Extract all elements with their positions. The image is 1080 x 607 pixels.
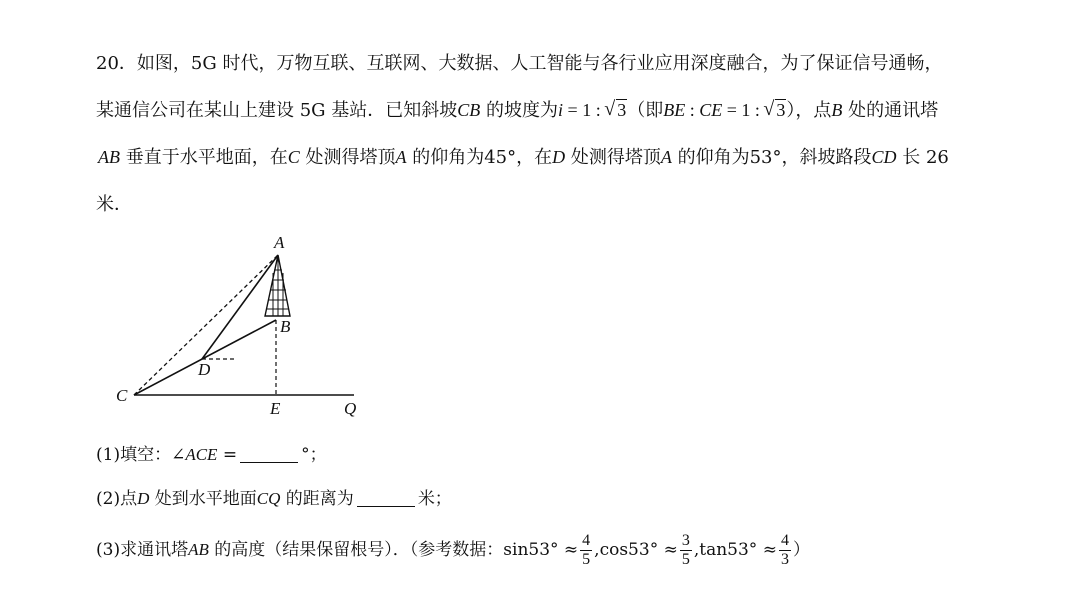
ratio-text: = 1 :	[722, 100, 765, 120]
sqrt-value: 3	[776, 100, 786, 120]
problem-text: 长 26	[896, 147, 949, 168]
problem-line-1	[96, 40, 1016, 87]
denominator: 5	[681, 551, 690, 568]
problem-text: 米．	[96, 194, 132, 215]
problem-text: 的坡度为	[480, 100, 559, 121]
problem-line-4	[96, 181, 1016, 228]
answer-blank-2[interactable]	[357, 490, 415, 507]
question-text: (2)点	[96, 489, 138, 509]
label-c: C	[116, 386, 128, 405]
sqrt-value: 3	[617, 100, 627, 120]
question-3	[96, 532, 810, 569]
segment-ce: CE	[699, 100, 723, 120]
question-text: (1)填空：∠	[96, 445, 186, 465]
point-c: C	[287, 147, 300, 167]
problem-text: 处测得塔顶	[565, 147, 661, 168]
geometry-figure	[110, 228, 370, 424]
problem-text: 的仰角为53°，斜坡路段	[671, 147, 872, 168]
problem-text: 垂直于水平地面，在	[120, 147, 288, 168]
problem-line-2	[96, 87, 1016, 134]
label-e: E	[270, 399, 281, 418]
segment-cq: CQ	[256, 489, 281, 508]
sqrt-symbol	[764, 87, 786, 134]
question-2	[96, 484, 452, 509]
numerator: 4	[780, 532, 789, 549]
problem-text: 处测得塔顶	[299, 147, 396, 168]
ratio-text: = 1 :	[563, 100, 606, 120]
denominator: 5	[582, 551, 591, 568]
problem-line-3	[96, 134, 1016, 181]
question-text: 的高度（结果保留根号）．（参考数据：sin53° ≈	[208, 540, 579, 560]
fraction-tan	[779, 532, 791, 569]
point-a: A	[660, 147, 672, 167]
question-text: ）	[792, 540, 810, 560]
point-b: B	[831, 100, 843, 120]
numerator: 4	[582, 532, 591, 549]
label-d: D	[198, 360, 211, 379]
problem-text: 的仰角为45°，在	[406, 147, 553, 168]
label-q: Q	[344, 399, 357, 418]
question-text: 处到水平地面	[149, 489, 257, 509]
segment-be: BE	[663, 100, 686, 120]
angle-ace: ACE	[185, 445, 218, 464]
slope-i: i	[558, 100, 564, 120]
point-d: D	[552, 147, 566, 167]
problem-statement	[96, 40, 1016, 228]
problem-text: 处的通讯塔	[842, 100, 939, 121]
segment-cb: CB	[457, 100, 481, 120]
label-a: A	[274, 233, 285, 252]
question-text: ,cos53° ≈	[594, 540, 678, 560]
segment-ab: AB	[98, 147, 120, 167]
fraction-sin	[580, 532, 592, 569]
segment-cd: CD	[871, 147, 897, 167]
question-text: =	[217, 445, 238, 465]
question-1	[96, 440, 327, 465]
problem-text: 某通信公司在某山上建设 5G 基站．已知斜坡	[96, 100, 458, 121]
problem-text: （即	[627, 100, 664, 121]
label-b: B	[280, 317, 291, 336]
fraction-cos	[680, 532, 692, 569]
slope-line-cb	[134, 320, 276, 395]
question-text: 米；	[417, 489, 452, 509]
question-text: 的距离为	[280, 489, 354, 509]
denominator: 3	[780, 551, 789, 568]
point-a: A	[395, 147, 407, 167]
question-text: (3)求通讯塔	[96, 540, 189, 560]
problem-text: ），点	[786, 100, 832, 121]
question-text: °；	[301, 445, 327, 465]
question-text: ,tan53° ≈	[693, 540, 777, 560]
point-d: D	[137, 489, 150, 508]
problem-text: 20．如图，5G 时代，万物互联、互联网、大数据、人工智能与各行业应用深度融合，为了保证信号通畅，	[96, 53, 943, 74]
sqrt-symbol	[605, 87, 627, 134]
segment-ab: AB	[188, 540, 209, 559]
numerator: 3	[681, 532, 690, 549]
tower-lattice	[266, 255, 289, 316]
colon: :	[685, 100, 700, 120]
answer-blank-1[interactable]	[240, 446, 298, 463]
